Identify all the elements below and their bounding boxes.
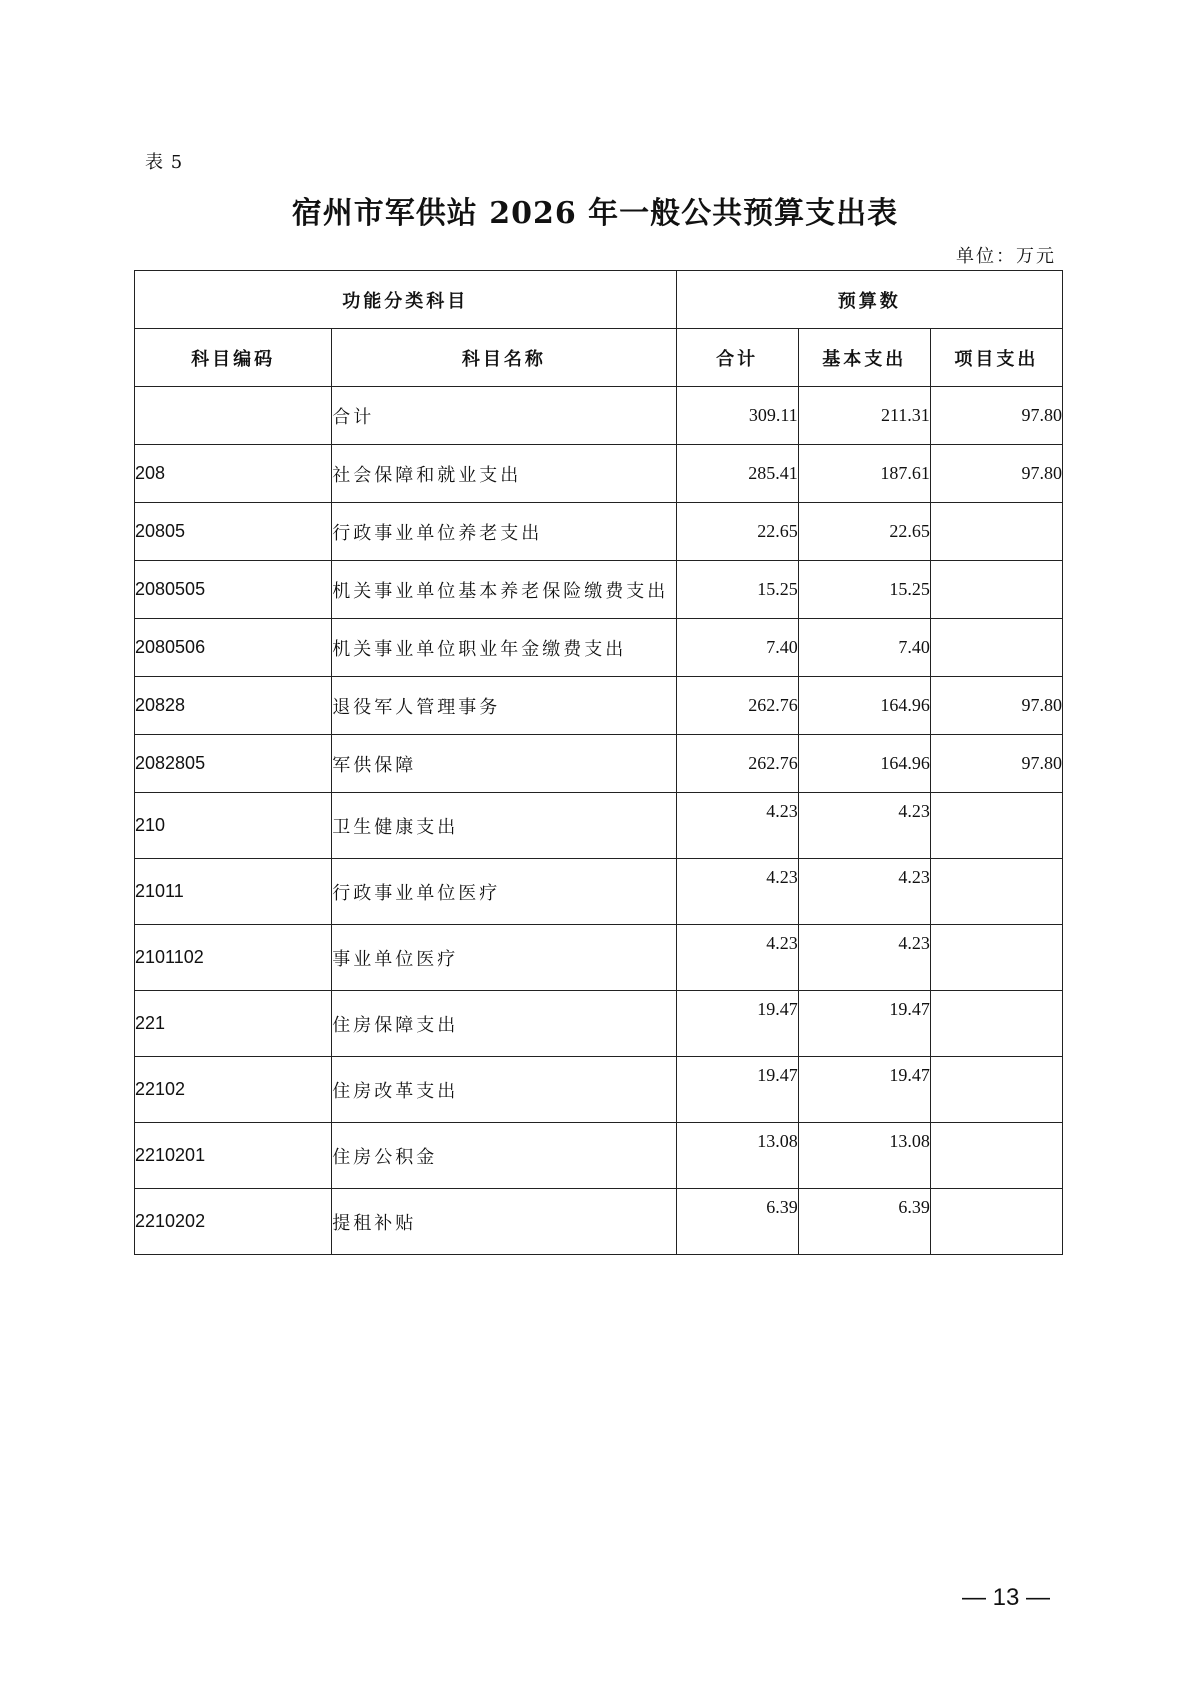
cell-total: 15.25 [676, 561, 798, 619]
table-row [135, 925, 1063, 991]
cell-code: 2101102 [135, 925, 332, 991]
header-total: 合计 [676, 329, 798, 387]
cell-code: 2080505 [135, 561, 332, 619]
cell-project: 97.80 [930, 387, 1062, 445]
cell-code: 20805 [135, 503, 332, 561]
cell-name: 行政事业单位医疗 [332, 859, 676, 925]
cell-basic: 13.08 [798, 1123, 930, 1189]
cell-name: 行政事业单位养老支出 [332, 503, 676, 561]
table-row [135, 503, 1063, 561]
cell-code: 2210201 [135, 1123, 332, 1189]
cell-basic: 211.31 [798, 387, 930, 445]
cell-project [930, 503, 1062, 561]
cell-total: 13.08 [676, 1123, 798, 1189]
header-column-row [135, 329, 1063, 387]
cell-name: 住房改革支出 [332, 1057, 676, 1123]
budget-expenditure-table [134, 270, 1063, 1255]
cell-basic: 164.96 [798, 677, 930, 735]
cell-project [930, 925, 1062, 991]
cell-basic: 4.23 [798, 925, 930, 991]
cell-code: 21011 [135, 859, 332, 925]
cell-name: 卫生健康支出 [332, 793, 676, 859]
cell-total: 309.11 [676, 387, 798, 445]
cell-total: 285.41 [676, 445, 798, 503]
table-row [135, 859, 1063, 925]
cell-code: 2082805 [135, 735, 332, 793]
cell-code [135, 387, 332, 445]
cell-total: 6.39 [676, 1189, 798, 1255]
cell-code: 210 [135, 793, 332, 859]
cell-name: 军供保障 [332, 735, 676, 793]
cell-name: 社会保障和就业支出 [332, 445, 676, 503]
cell-total: 4.23 [676, 925, 798, 991]
table-row [135, 735, 1063, 793]
cell-name: 退役军人管理事务 [332, 677, 676, 735]
header-basic-expenditure: 基本支出 [798, 329, 930, 387]
document-title: 宿州市军供站 2026 年一般公共预算支出表 [291, 196, 899, 231]
cell-project [930, 859, 1062, 925]
table-row [135, 445, 1063, 503]
cell-basic: 4.23 [798, 793, 930, 859]
cell-name: 机关事业单位基本养老保险缴费支出 [332, 561, 676, 619]
cell-name: 合计 [332, 387, 676, 445]
cell-project [930, 619, 1062, 677]
header-functional-classification: 功能分类科目 [135, 271, 677, 329]
cell-project [930, 1189, 1062, 1255]
cell-project [930, 561, 1062, 619]
header-subject-code: 科目编码 [135, 329, 332, 387]
cell-project: 97.80 [930, 735, 1062, 793]
table-row [135, 1057, 1063, 1123]
header-subject-name: 科目名称 [332, 329, 676, 387]
cell-name: 事业单位医疗 [332, 925, 676, 991]
header-project-expenditure: 项目支出 [930, 329, 1062, 387]
table-row [135, 991, 1063, 1057]
cell-basic: 4.23 [798, 859, 930, 925]
cell-total: 4.23 [676, 859, 798, 925]
cell-basic: 187.61 [798, 445, 930, 503]
cell-basic: 19.47 [798, 991, 930, 1057]
cell-total: 7.40 [676, 619, 798, 677]
cell-basic: 7.40 [798, 619, 930, 677]
cell-code: 2210202 [135, 1189, 332, 1255]
table-row [135, 1189, 1063, 1255]
table-row [135, 1123, 1063, 1189]
table-row [135, 561, 1063, 619]
cell-name: 住房保障支出 [332, 991, 676, 1057]
page-number: — 13 — [961, 1584, 1050, 1611]
cell-code: 20828 [135, 677, 332, 735]
header-budget-amount: 预算数 [676, 271, 1062, 329]
cell-name: 提租补贴 [332, 1189, 676, 1255]
table-row [135, 387, 1063, 445]
cell-total: 22.65 [676, 503, 798, 561]
cell-name: 住房公积金 [332, 1123, 676, 1189]
cell-code: 221 [135, 991, 332, 1057]
cell-total: 4.23 [676, 793, 798, 859]
cell-project [930, 991, 1062, 1057]
cell-project: 97.80 [930, 445, 1062, 503]
table-row [135, 619, 1063, 677]
cell-basic: 164.96 [798, 735, 930, 793]
cell-code: 208 [135, 445, 332, 503]
cell-name: 机关事业单位职业年金缴费支出 [332, 619, 676, 677]
cell-code: 22102 [135, 1057, 332, 1123]
cell-project [930, 1057, 1062, 1123]
cell-code: 2080506 [135, 619, 332, 677]
unit-label: 单位：万元 [956, 246, 1056, 267]
table-row [135, 677, 1063, 735]
table-label: 表 5 [145, 152, 184, 173]
cell-basic: 6.39 [798, 1189, 930, 1255]
cell-basic: 19.47 [798, 1057, 930, 1123]
table-row [135, 793, 1063, 859]
cell-total: 262.76 [676, 677, 798, 735]
cell-total: 19.47 [676, 1057, 798, 1123]
cell-total: 19.47 [676, 991, 798, 1057]
cell-project: 97.80 [930, 677, 1062, 735]
table-body [135, 387, 1063, 1255]
cell-basic: 15.25 [798, 561, 930, 619]
cell-project [930, 1123, 1062, 1189]
header-group-row [135, 271, 1063, 329]
cell-total: 262.76 [676, 735, 798, 793]
cell-basic: 22.65 [798, 503, 930, 561]
cell-project [930, 793, 1062, 859]
